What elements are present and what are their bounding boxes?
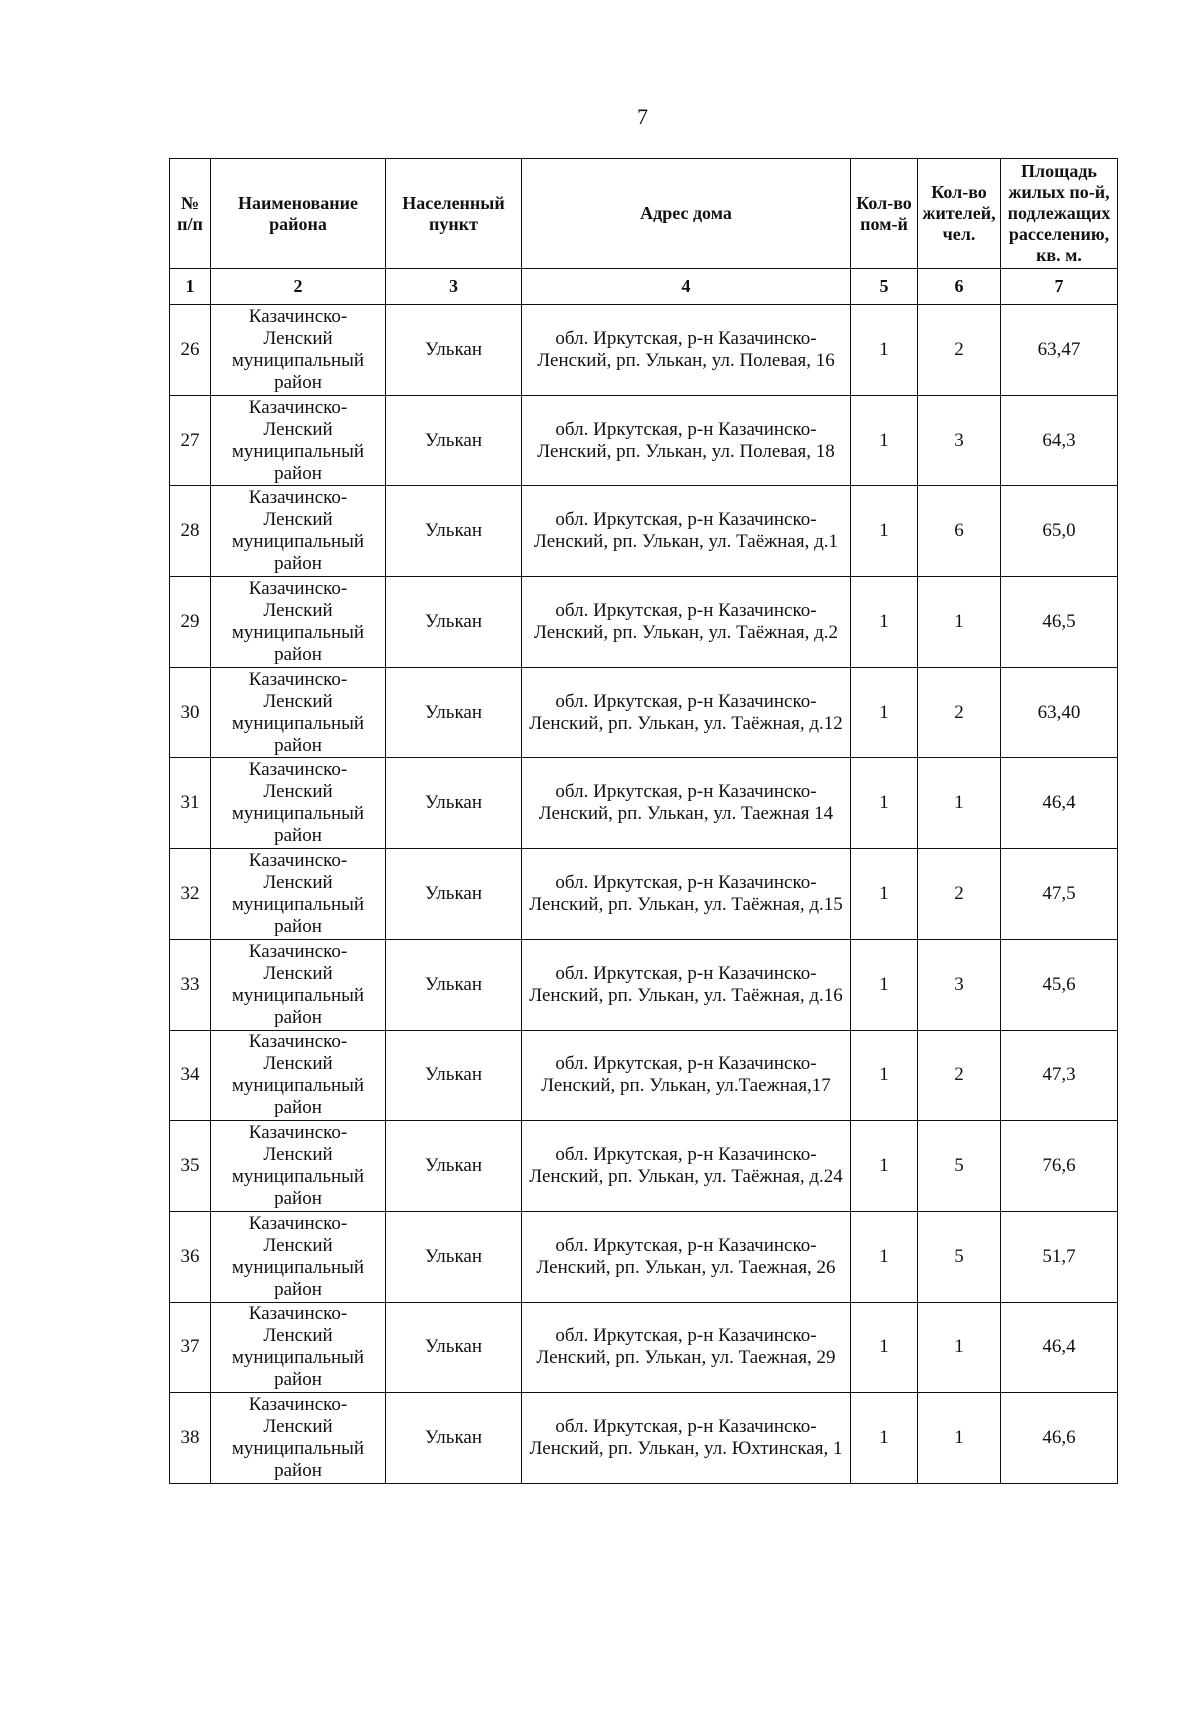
cell-address: обл. Иркутская, р-н Казачинско-Ленский, рп. Улькан, ул. Таежная, 26 bbox=[522, 1211, 851, 1302]
cell-rooms: 1 bbox=[851, 758, 918, 849]
table-row bbox=[170, 486, 1118, 577]
cell-residents: 5 bbox=[918, 1121, 1001, 1212]
cell-area: 64,3 bbox=[1001, 395, 1118, 486]
cell-locality: Улькан bbox=[386, 577, 522, 668]
cell-area: 46,4 bbox=[1001, 758, 1118, 849]
header-cell-area: Площадь жилых по-й, подлежащих расселению, кв. м. bbox=[1001, 159, 1118, 269]
cell-area: 51,7 bbox=[1001, 1211, 1118, 1302]
cell-address: обл. Иркутская, р-н Казачинско-Ленский, рп. Улькан, ул. Таёжная, д.2 bbox=[522, 577, 851, 668]
cell-area: 45,6 bbox=[1001, 939, 1118, 1030]
cell-number: 34 bbox=[170, 1030, 211, 1121]
cell-rooms: 1 bbox=[851, 849, 918, 940]
cell-residents: 6 bbox=[918, 486, 1001, 577]
table-row bbox=[170, 577, 1118, 668]
cell-district: Казачинско-Ленский муниципальный район bbox=[211, 667, 386, 758]
cell-locality: Улькан bbox=[386, 1302, 522, 1393]
cell-area: 76,6 bbox=[1001, 1121, 1118, 1212]
header-cell-rooms: Кол-во пом-й bbox=[851, 159, 918, 269]
column-number: 6 bbox=[918, 269, 1001, 305]
column-number: 5 bbox=[851, 269, 918, 305]
cell-residents: 2 bbox=[918, 849, 1001, 940]
cell-locality: Улькан bbox=[386, 758, 522, 849]
cell-number: 33 bbox=[170, 939, 211, 1030]
cell-residents: 1 bbox=[918, 577, 1001, 668]
cell-number: 38 bbox=[170, 1393, 211, 1484]
cell-residents: 3 bbox=[918, 939, 1001, 1030]
cell-address: обл. Иркутская, р-н Казачинско-Ленский, рп. Улькан, ул. Таёжная, д.12 bbox=[522, 667, 851, 758]
cell-district: Казачинско-Ленский муниципальный район bbox=[211, 577, 386, 668]
cell-address: обл. Иркутская, р-н Казачинско-Ленский, рп. Улькан, ул. Таёжная, д.24 bbox=[522, 1121, 851, 1212]
table-row bbox=[170, 1121, 1118, 1212]
cell-district: Казачинско-Ленский муниципальный район bbox=[211, 939, 386, 1030]
column-number: 7 bbox=[1001, 269, 1118, 305]
cell-address: обл. Иркутская, р-н Казачинско-Ленский, рп. Улькан, ул. Таёжная, д.1 bbox=[522, 486, 851, 577]
cell-number: 29 bbox=[170, 577, 211, 668]
cell-address: обл. Иркутская, р-н Казачинско-Ленский, рп. Улькан, ул. Таёжная, д.15 bbox=[522, 849, 851, 940]
table-row bbox=[170, 939, 1118, 1030]
cell-locality: Улькан bbox=[386, 305, 522, 396]
cell-rooms: 1 bbox=[851, 395, 918, 486]
cell-locality: Улькан bbox=[386, 1211, 522, 1302]
housing-registry-table bbox=[169, 158, 1118, 1484]
cell-area: 65,0 bbox=[1001, 486, 1118, 577]
table-row bbox=[170, 1393, 1118, 1484]
header-cell-locality: Населенный пункт bbox=[386, 159, 522, 269]
cell-district: Казачинско-Ленский муниципальный район bbox=[211, 1121, 386, 1212]
cell-rooms: 1 bbox=[851, 667, 918, 758]
cell-locality: Улькан bbox=[386, 395, 522, 486]
cell-number: 36 bbox=[170, 1211, 211, 1302]
table-row bbox=[170, 758, 1118, 849]
cell-rooms: 1 bbox=[851, 1211, 918, 1302]
cell-area: 63,40 bbox=[1001, 667, 1118, 758]
cell-rooms: 1 bbox=[851, 486, 918, 577]
cell-residents: 1 bbox=[918, 1302, 1001, 1393]
table-row bbox=[170, 1030, 1118, 1121]
cell-locality: Улькан bbox=[386, 849, 522, 940]
header-cell-district: Наименование района bbox=[211, 159, 386, 269]
cell-rooms: 1 bbox=[851, 577, 918, 668]
header-row bbox=[170, 159, 1118, 269]
header-cell-address: Адрес дома bbox=[522, 159, 851, 269]
table-row bbox=[170, 1302, 1118, 1393]
column-number: 3 bbox=[386, 269, 522, 305]
table-row bbox=[170, 849, 1118, 940]
cell-address: обл. Иркутская, р-н Казачинско-Ленский, рп. Улькан, ул.Таежная,17 bbox=[522, 1030, 851, 1121]
table-row bbox=[170, 395, 1118, 486]
cell-area: 47,3 bbox=[1001, 1030, 1118, 1121]
cell-district: Казачинско-Ленский муниципальный район bbox=[211, 1393, 386, 1484]
cell-number: 26 bbox=[170, 305, 211, 396]
cell-district: Казачинско-Ленский муниципальный район bbox=[211, 305, 386, 396]
table-row bbox=[170, 305, 1118, 396]
cell-residents: 1 bbox=[918, 758, 1001, 849]
cell-locality: Улькан bbox=[386, 486, 522, 577]
cell-residents: 1 bbox=[918, 1393, 1001, 1484]
cell-locality: Улькан bbox=[386, 1030, 522, 1121]
cell-locality: Улькан bbox=[386, 667, 522, 758]
cell-number: 35 bbox=[170, 1121, 211, 1212]
cell-area: 46,4 bbox=[1001, 1302, 1118, 1393]
column-number: 4 bbox=[522, 269, 851, 305]
cell-residents: 3 bbox=[918, 395, 1001, 486]
cell-residents: 2 bbox=[918, 305, 1001, 396]
cell-area: 47,5 bbox=[1001, 849, 1118, 940]
cell-rooms: 1 bbox=[851, 1302, 918, 1393]
cell-area: 46,5 bbox=[1001, 577, 1118, 668]
cell-residents: 5 bbox=[918, 1211, 1001, 1302]
cell-district: Казачинско-Ленский муниципальный район bbox=[211, 758, 386, 849]
cell-locality: Улькан bbox=[386, 1121, 522, 1212]
cell-locality: Улькан bbox=[386, 1393, 522, 1484]
cell-residents: 2 bbox=[918, 1030, 1001, 1121]
cell-residents: 2 bbox=[918, 667, 1001, 758]
cell-address: обл. Иркутская, р-н Казачинско-Ленский, рп. Улькан, ул. Полевая, 16 bbox=[522, 305, 851, 396]
cell-rooms: 1 bbox=[851, 1121, 918, 1212]
cell-number: 31 bbox=[170, 758, 211, 849]
cell-district: Казачинско-Ленский муниципальный район bbox=[211, 1302, 386, 1393]
cell-number: 32 bbox=[170, 849, 211, 940]
cell-number: 28 bbox=[170, 486, 211, 577]
cell-district: Казачинско-Ленский муниципальный район bbox=[211, 849, 386, 940]
cell-district: Казачинско-Ленский муниципальный район bbox=[211, 1030, 386, 1121]
cell-area: 63,47 bbox=[1001, 305, 1118, 396]
cell-area: 46,6 bbox=[1001, 1393, 1118, 1484]
cell-number: 30 bbox=[170, 667, 211, 758]
cell-district: Казачинско-Ленский муниципальный район bbox=[211, 395, 386, 486]
column-number: 1 bbox=[170, 269, 211, 305]
cell-rooms: 1 bbox=[851, 939, 918, 1030]
cell-district: Казачинско-Ленский муниципальный район bbox=[211, 486, 386, 577]
cell-district: Казачинско-Ленский муниципальный район bbox=[211, 1211, 386, 1302]
column-number: 2 bbox=[211, 269, 386, 305]
table-row bbox=[170, 667, 1118, 758]
cell-rooms: 1 bbox=[851, 305, 918, 396]
cell-rooms: 1 bbox=[851, 1030, 918, 1121]
cell-rooms: 1 bbox=[851, 1393, 918, 1484]
cell-address: обл. Иркутская, р-н Казачинско-Ленский, рп. Улькан, ул. Таежная, 29 bbox=[522, 1302, 851, 1393]
cell-locality: Улькан bbox=[386, 939, 522, 1030]
cell-number: 27 bbox=[170, 395, 211, 486]
column-number-row bbox=[170, 269, 1118, 305]
header-cell-residents: Кол-во жителей, чел. bbox=[918, 159, 1001, 269]
table-row bbox=[170, 1211, 1118, 1302]
header-cell-number: № п/п bbox=[170, 159, 211, 269]
cell-address: обл. Иркутская, р-н Казачинско-Ленский, рп. Улькан, ул. Юхтинская, 1 bbox=[522, 1393, 851, 1484]
cell-number: 37 bbox=[170, 1302, 211, 1393]
cell-address: обл. Иркутская, р-н Казачинско-Ленский, рп. Улькан, ул. Полевая, 18 bbox=[522, 395, 851, 486]
page-number: 7 bbox=[637, 104, 648, 129]
cell-address: обл. Иркутская, р-н Казачинско-Ленский, рп. Улькан, ул. Таежная 14 bbox=[522, 758, 851, 849]
cell-address: обл. Иркутская, р-н Казачинско-Ленский, рп. Улькан, ул. Таёжная, д.16 bbox=[522, 939, 851, 1030]
